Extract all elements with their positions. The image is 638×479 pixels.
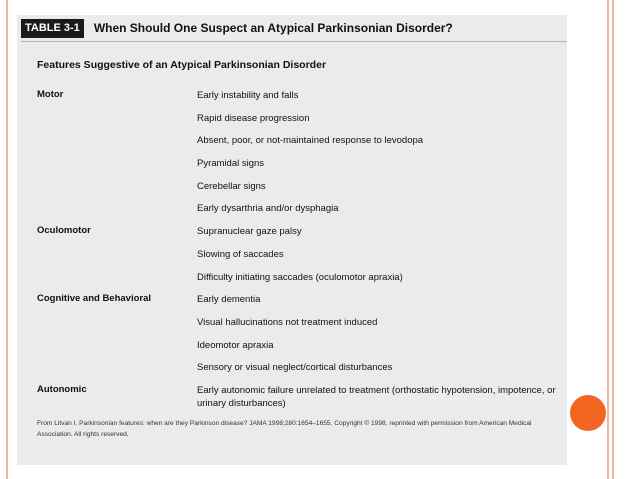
table-row [37,176,557,199]
feature-cell: Slowing of saccades [197,248,284,260]
feature-cell: Early dementia [197,294,261,306]
table-panel [17,15,567,465]
left-decorative-rule [6,0,8,479]
right-decorative-rule [607,0,609,479]
table-number-badge: TABLE 3-1 [21,19,84,38]
table-row [37,244,557,267]
feature-cell: Supranuclear gaze palsy [197,226,302,238]
category-cell: Cognitive and Behavioral [37,293,152,305]
table-row [37,312,557,335]
table-header [21,18,453,38]
header-divider [21,41,567,42]
orange-circle-decoration [570,395,606,431]
table-row [37,130,557,153]
category-cell: Motor [37,89,64,100]
feature-cell: Pyramidal signs [197,158,265,170]
table-row [37,85,557,108]
feature-cell: Ideomotor apraxia [197,339,274,351]
table-row [37,267,557,290]
source-footnote: From Litvan I. Parkinsonian features: when are they Parkinson disease? JAMA 1998;280:1654–1655. Copyright © 1998, reprinted with permission from American Medical Association. All rights reserved. [37,420,532,438]
feature-cell: Absent, poor, or not-maintained response to levodopa [197,135,424,147]
feature-cell: Difficulty initiating saccades (oculomotor apraxia) [197,271,403,283]
table-title: When Should One Suspect an Atypical Parkinsonian Disorder? [93,21,453,35]
table-row [37,153,557,176]
category-cell: Oculomotor [37,225,91,237]
feature-cell: Early instability and falls [197,90,299,101]
table-row [37,108,557,131]
feature-cell: Early dysarthria and/or dysphagia [197,203,339,215]
feature-cell: Sensory or visual neglect/cortical disturbances [197,362,393,374]
feature-cell: Cerebellar signs [197,180,266,192]
category-cell: Autonomic [37,383,87,395]
table-row [37,221,557,244]
feature-cell: Rapid disease progression [197,112,310,124]
table-row [37,289,557,312]
feature-cell: Visual hallucinations not treatment induced [197,316,378,328]
table-row [37,335,557,358]
table-subheading: Features Suggestive of an Atypical Parkinsonian Disorder [37,59,327,71]
right-decorative-rule-inner [612,0,614,479]
table-row [37,198,557,221]
feature-rows [37,85,557,416]
table-row [37,380,557,416]
table-row [37,357,557,380]
feature-cell: Early autonomic failure unrelated to treatment (orthostatic hypotension, impotence, or urinary disturbances) [197,384,556,409]
